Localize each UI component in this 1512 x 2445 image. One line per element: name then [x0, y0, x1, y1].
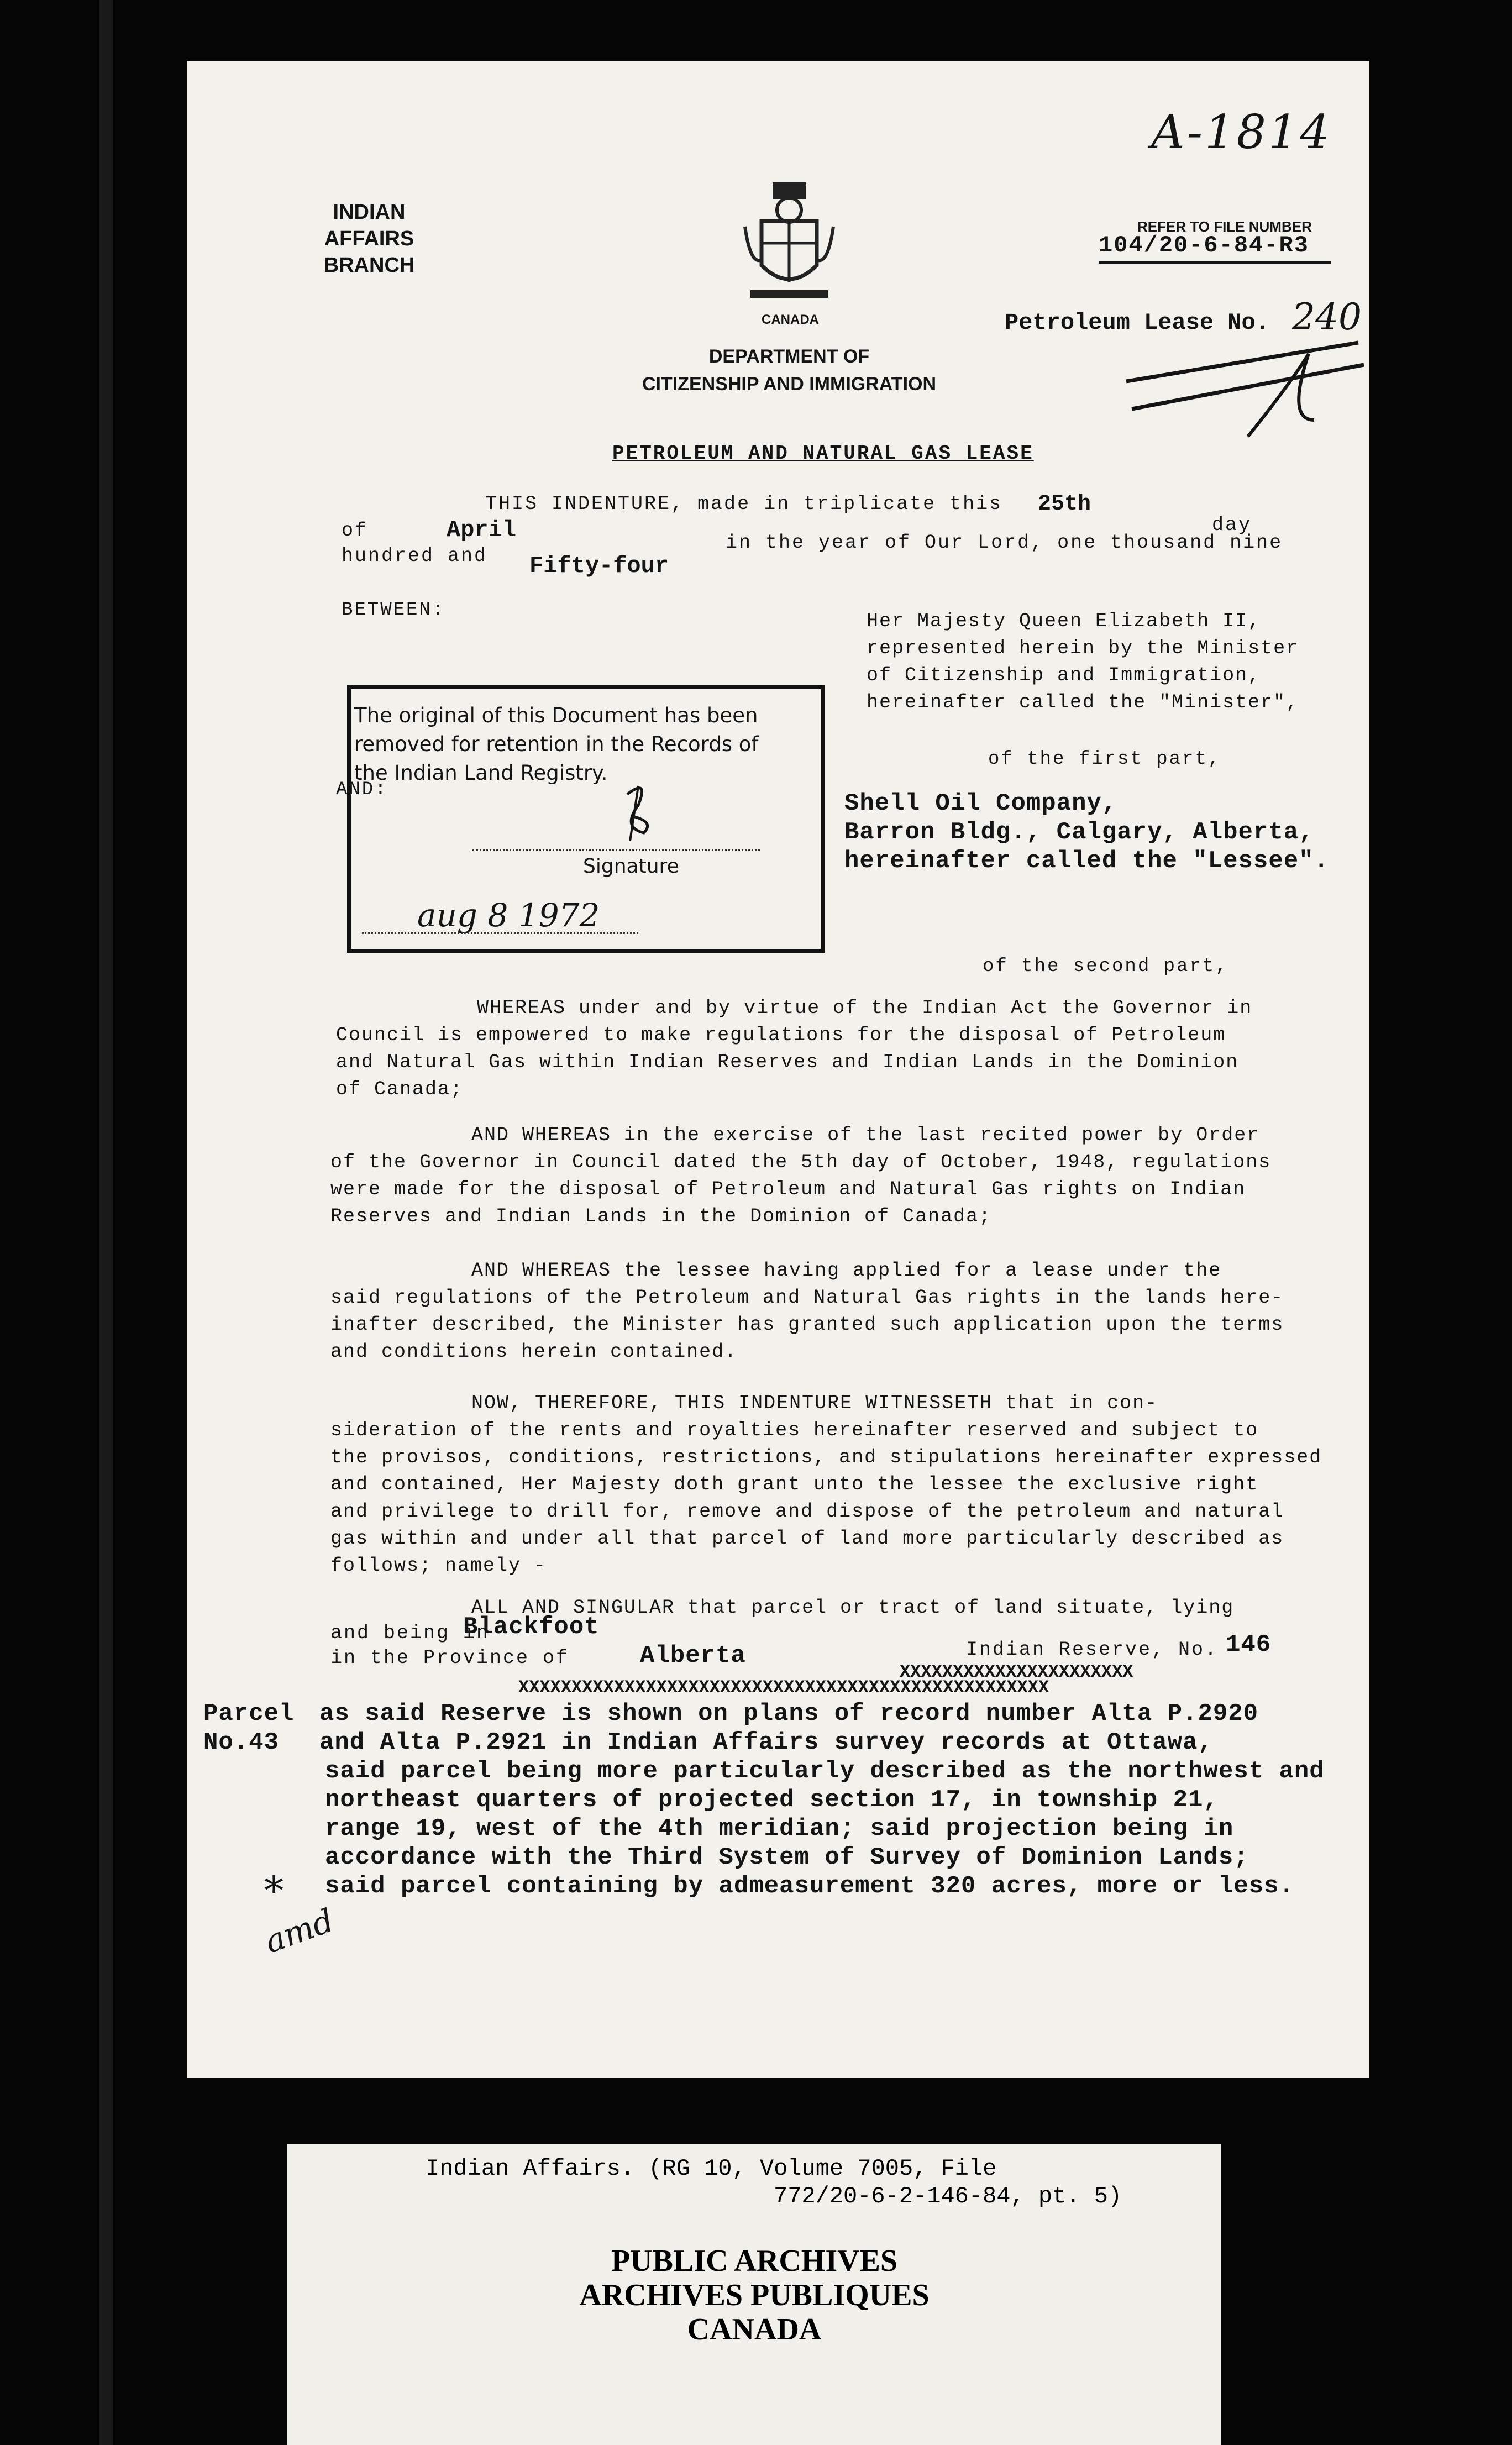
coat-of-arms-icon [739, 177, 839, 309]
lease-number: 240 [1292, 296, 1362, 338]
whereas-line: said regulations of the Petroleum and Natural Gas rights in the lands here- [330, 1287, 1284, 1309]
film-edge [99, 0, 113, 2445]
lessee [844, 789, 1329, 875]
lessee-line: hereinafter called the "Lessee". [844, 847, 1329, 875]
file-number: 104/20-6-84-R3 [1099, 232, 1309, 259]
accession-number: A-1814 [1151, 105, 1332, 159]
lease-label: Petroleum Lease No. [1005, 309, 1269, 336]
now-line: and contained, Her Majesty doth grant unto the lessee the exclusive right [330, 1473, 1259, 1496]
parcel-prefix [203, 1699, 294, 1757]
first-party-line: hereinafter called the "Minister", [867, 691, 1299, 713]
struck-line-a: XXXXXXXXXXXXXXXXXXXXXX [900, 1662, 1133, 1682]
first-party-line: of Citizenship and Immigration, [867, 664, 1261, 686]
whereas-2 [330, 1122, 1271, 1230]
whereas-line: inafter described, the Minister has granted such application upon the terms [330, 1314, 1284, 1336]
whereas-line: were made for the disposal of Petroleum and Natural Gas rights on Indian [330, 1178, 1246, 1200]
province-label: in the Province of [330, 1647, 570, 1669]
whereas-line: of Canada; [336, 1078, 464, 1100]
now-therefore [330, 1390, 1322, 1580]
now-line: the provisos, conditions, restrictions, and stipulations hereinafter expressed [330, 1446, 1322, 1468]
file-number-underline [1099, 261, 1331, 264]
indenture-year-text: in the year of Our Lord, one thousand nine [726, 532, 1283, 554]
archive-label [287, 2144, 1221, 2445]
whereas-line: and Natural Gas within Indian Reserves and Indian Lands in the Dominion [336, 1051, 1239, 1073]
indenture-hundred: hundred and [342, 545, 488, 567]
signature-line [473, 849, 760, 851]
department-heading [629, 343, 949, 398]
indenture-day-label: day [1212, 514, 1252, 536]
first-party-line: Her Majesty Queen Elizabeth II, [867, 610, 1261, 632]
parcel-line: range 19, west of the 4th meridian; said projection being in [325, 1815, 1234, 1843]
whereas-line: Reserves and Indian Lands in the Dominion of Canada; [330, 1205, 992, 1227]
parcel-prefix-line: No.43 [203, 1729, 280, 1756]
struck-line-b: XXXXXXXXXXXXXXXXXXXXXXXXXXXXXXXXXXXXXXXXXXXXXXXXXX [518, 1677, 1049, 1698]
and-label: AND: [336, 779, 388, 800]
department-line-1: DEPARTMENT OF [708, 346, 870, 367]
lessee-line: Shell Oil Company, [844, 790, 1117, 817]
date-line [362, 932, 638, 934]
province: Alberta [640, 1642, 746, 1670]
first-party-line: represented herein by the Minister [867, 637, 1299, 659]
indenture-day: 25th [1038, 492, 1091, 517]
document-title: PETROLEUM AND NATURAL GAS LEASE [612, 442, 1034, 465]
parcel-line: said parcel being more particularly described as the northwest and [325, 1757, 1325, 1785]
branch-line-1: INDIAN AFFAIRS [324, 201, 414, 250]
reserve-label: Indian Reserve, No. [966, 1639, 1219, 1661]
refer-to-label: REFER TO FILE NUMBER [1137, 218, 1312, 235]
archive-name [287, 2244, 1221, 2347]
now-line: NOW, THEREFORE, THIS INDENTURE WITNESSETH that in con- [471, 1392, 1158, 1414]
reserve-name: Blackfoot [463, 1613, 600, 1641]
whereas-line: of the Governor in Council dated the 5th day of October, 1948, regulations [330, 1151, 1272, 1173]
indenture-year-value: Fifty-four [529, 553, 669, 579]
whereas-1 [336, 995, 1252, 1103]
stamp-text [351, 701, 818, 788]
all-and-singular: ALL AND SINGULAR that parcel or tract of land situate, lying [471, 1597, 1235, 1619]
lessee-line: Barron Bldg., Calgary, Alberta, [844, 819, 1314, 846]
parcel-prefix-line: Parcel [203, 1700, 295, 1728]
margin-note: amd [260, 1901, 339, 1961]
now-line: sideration of the rents and royalties hereinafter reserved and subject to [330, 1419, 1259, 1441]
now-line: and privilege to drill for, remove and dispose of the petroleum and natural [330, 1500, 1284, 1523]
whereas-line: WHEREAS under and by virtue of the Indian Act the Governor in [477, 997, 1253, 1019]
stamp-line: removed for retention in the Records of [354, 732, 759, 756]
coat-of-arms-caption: CANADA [762, 312, 819, 327]
whereas-line: and conditions herein contained. [330, 1341, 738, 1363]
whereas-line: Council is empowered to make regulations for the disposal of Petroleum [336, 1024, 1226, 1046]
lease-strike-marks [1126, 337, 1369, 442]
reserve-number: 146 [1226, 1631, 1272, 1659]
now-line: gas within and under all that parcel of land more particularly described as [330, 1528, 1284, 1550]
removal-stamp [347, 685, 825, 953]
whereas-line: AND WHEREAS the lessee having applied for a lease under the [471, 1260, 1222, 1282]
department-line-2: CITIZENSHIP AND IMMIGRATION [642, 374, 937, 395]
archive-citation-2: 772/20-6-2-146-84, pt. 5) [774, 2183, 1122, 2210]
parcel-line: northeast quarters of projected section 17, in township 21, [325, 1786, 1219, 1814]
branch-line-2: BRANCH [323, 254, 415, 277]
first-party [867, 608, 1299, 716]
parcel-line: as said Reserve is shown on plans of record number Alta P.2920 [319, 1700, 1259, 1728]
first-part-label: of the first part, [988, 749, 1221, 770]
indenture-month: April [447, 517, 517, 543]
document-page [187, 61, 1369, 2078]
signature-label: Signature [583, 855, 679, 878]
indenture-line: THIS INDENTURE, made in triplicate this [485, 493, 1003, 515]
branch-heading [286, 199, 452, 279]
indenture-of: of [342, 520, 369, 542]
archive-line: PUBLIC ARCHIVES [611, 2244, 898, 2278]
between-label: BETWEEN: [342, 600, 445, 621]
archive-line: CANADA [687, 2312, 822, 2347]
stamp-line: the Indian Land Registry. [354, 761, 608, 785]
parcel-description [319, 1699, 1325, 1901]
archive-citation-1: Indian Affairs. (RG 10, Volume 7005, File [426, 2155, 997, 2182]
archive-line: ARCHIVES PUBLIQUES [579, 2278, 930, 2312]
second-part-label: of the second part, [983, 956, 1229, 977]
stamp-signature [611, 783, 660, 844]
being-in-label: and being in [330, 1622, 490, 1644]
stamp-line: The original of this Document has been [354, 704, 758, 727]
now-line: follows; namely - [330, 1555, 547, 1577]
parcel-line: and Alta P.2921 in Indian Affairs survey records at Ottawa, [319, 1729, 1213, 1756]
parcel-line: accordance with the Third System of Survey of Dominion Lands; [325, 1844, 1249, 1871]
whereas-line: AND WHEREAS in the exercise of the last recited power by Order [471, 1124, 1260, 1146]
parcel-line: said parcel containing by admeasurement 320 acres, more or less. [325, 1872, 1294, 1900]
stamp-date: aug 8 1972 [417, 896, 600, 934]
whereas-3 [330, 1257, 1284, 1366]
margin-asterisk: * [264, 1868, 284, 1913]
